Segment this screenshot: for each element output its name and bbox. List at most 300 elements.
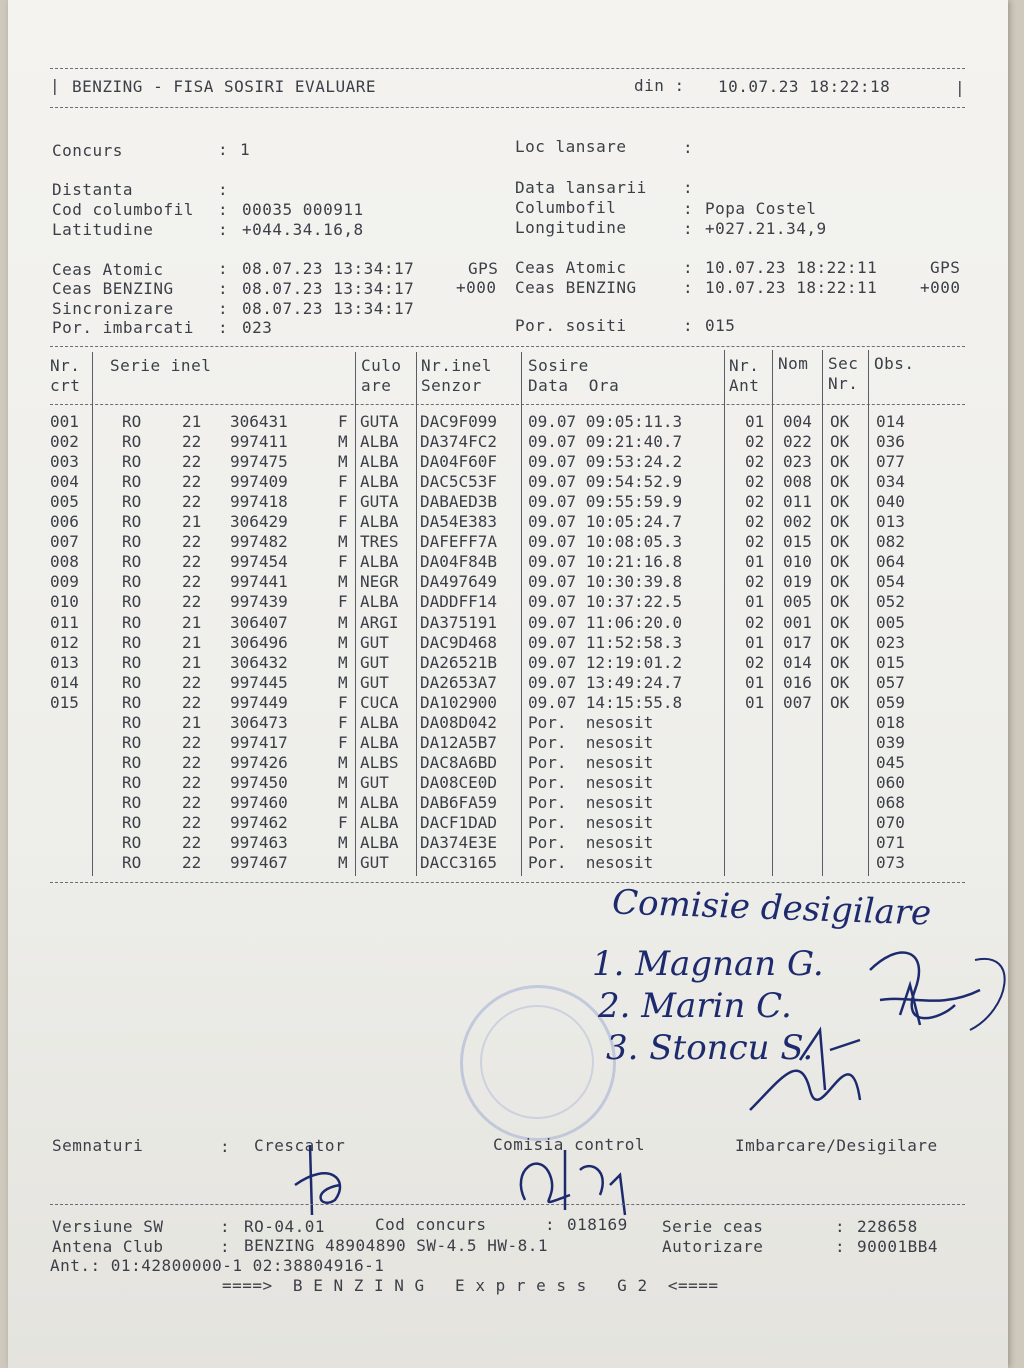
ring-number: 997439 <box>230 592 288 612</box>
sensor-ring: DA2653A7 <box>420 672 498 692</box>
arrival-time: 09.07 10:30:39.8 <box>528 572 683 592</box>
antenna: 01 <box>745 672 765 692</box>
country-code: RO <box>122 572 142 592</box>
ring-number: 306473 <box>230 712 288 732</box>
arrival-time: 09.07 09:53:24.2 <box>528 452 683 472</box>
semnaturi-colon: : <box>220 1137 231 1156</box>
nomination: 010 <box>783 552 812 572</box>
distanta-label: Distanta <box>52 180 134 199</box>
longitudine-value: +027.21.34,9 <box>705 219 827 238</box>
col-divider <box>724 350 725 876</box>
ring-year: 21 <box>182 632 202 652</box>
header-right-bar: | <box>955 78 966 97</box>
header-left-bar: | <box>50 76 61 95</box>
country-code: RO <box>122 612 142 632</box>
arrival-time: Por. nesosit <box>528 712 654 732</box>
color: ARGI <box>360 612 399 632</box>
col-ant-header: Nr. <box>729 356 760 375</box>
color: CUCA <box>360 692 399 712</box>
col-senzor-header-2: Senzor <box>421 376 482 395</box>
ring-year: 21 <box>182 652 202 672</box>
color: ALBA <box>360 552 399 572</box>
data-lansarii-label: Data lansarii <box>515 178 647 197</box>
ring-number: 997445 <box>230 672 288 692</box>
color: GUT <box>360 632 389 652</box>
sensor-ring: DACF1DAD <box>420 813 498 832</box>
ring-number: 997411 <box>230 432 288 452</box>
sex: M <box>338 432 348 452</box>
nomination: 002 <box>783 512 812 532</box>
row-number: 001 <box>50 412 79 431</box>
observation: 045 <box>876 752 905 772</box>
security: OK <box>830 592 850 612</box>
sensor-ring: DA12A5B7 <box>420 732 498 752</box>
country-code: RO <box>122 672 142 692</box>
sensor-ring: DAC9F099 <box>420 412 498 431</box>
ceas-atomic-start-value: 08.07.23 13:34:17 <box>242 259 415 278</box>
col-sec-header-2: Nr. <box>828 374 859 393</box>
security: OK <box>830 492 850 512</box>
autorizare-colon: : <box>835 1237 846 1256</box>
col-culoare-header: Culo <box>361 356 402 375</box>
arrival-time: Por. nesosit <box>528 752 654 772</box>
security: OK <box>830 692 850 712</box>
crescator-label: Crescator <box>254 1136 346 1155</box>
sensor-ring: DA102900 <box>420 692 498 712</box>
col-sosire-header-2: Data Ora <box>528 376 620 395</box>
security: OK <box>830 512 850 532</box>
arrival-time: Por. nesosit <box>528 813 654 832</box>
sex: M <box>338 772 348 792</box>
sincronizare-value: 08.07.23 13:34:17 <box>242 299 415 318</box>
handwritten-member-3: 3. Stoncu S. <box>606 1028 814 1068</box>
longitudine-label: Longitudine <box>515 218 627 237</box>
col-nr-header: Nr. <box>50 356 81 375</box>
sex: F <box>338 512 348 532</box>
col-divider <box>355 352 356 876</box>
color: ALBA <box>360 712 399 732</box>
nomination: 005 <box>783 592 812 612</box>
ring-number: 306496 <box>230 632 288 652</box>
ring-number: 306429 <box>230 512 288 532</box>
report-datetime: 10.07.23 18:22:18 <box>718 77 891 96</box>
observation: 082 <box>876 532 905 552</box>
color: ALBA <box>360 732 399 752</box>
ring-number: 997460 <box>230 792 288 812</box>
cod-columbofil-colon: : <box>218 200 229 219</box>
row-number: 008 <box>50 552 79 572</box>
observation: 054 <box>876 572 905 592</box>
nomination: 008 <box>783 472 812 492</box>
ring-year: 22 <box>182 552 202 572</box>
arrival-time: 09.07 14:15:55.8 <box>528 692 683 712</box>
header-din-label: din : <box>634 76 685 95</box>
ceas-atomic-end-label: Ceas Atomic <box>515 258 627 277</box>
ceas-atomic-start-label: Ceas Atomic <box>52 260 164 279</box>
autorizare-value: 90001BB4 <box>857 1237 939 1256</box>
sex: F <box>338 472 348 492</box>
comisia-control-label: Comisia control <box>493 1135 645 1154</box>
latitudine-colon: : <box>218 220 229 239</box>
antena-club-colon: : <box>220 1237 231 1256</box>
antenna: 02 <box>745 432 765 452</box>
ceas-benzing-end-colon: : <box>683 278 694 297</box>
ring-year: 22 <box>182 772 202 792</box>
observation: 073 <box>876 853 905 873</box>
sensor-ring: DA08D042 <box>420 712 498 732</box>
distanta-colon: : <box>218 180 229 199</box>
country-code: RO <box>122 792 142 812</box>
ring-year: 22 <box>182 752 202 772</box>
antenna: 02 <box>745 572 765 592</box>
country-code: RO <box>122 472 142 492</box>
sex: M <box>338 572 348 592</box>
arrival-time: Por. nesosit <box>528 833 654 853</box>
observation: 060 <box>876 772 905 792</box>
columbofil-value: Popa Costel <box>705 199 817 218</box>
observation: 057 <box>876 672 905 692</box>
row-number: 003 <box>50 452 79 472</box>
antenna: 02 <box>745 512 765 532</box>
ring-number: 997426 <box>230 752 288 772</box>
ceas-atomic-start-colon: : <box>218 259 229 278</box>
ring-number: 306431 <box>230 412 288 431</box>
ring-year: 22 <box>182 432 202 452</box>
concurs-label: Concurs <box>52 141 123 160</box>
ring-number: 997409 <box>230 472 288 492</box>
ring-year: 21 <box>182 412 202 431</box>
ring-number: 997441 <box>230 572 288 592</box>
col-obs-header: Obs. <box>874 354 915 373</box>
row-number: 005 <box>50 492 79 512</box>
col-senzor-header: Nr.inel <box>421 356 492 375</box>
observation: 040 <box>876 492 905 512</box>
observation: 052 <box>876 592 905 612</box>
security: OK <box>830 552 850 572</box>
col-sosire-header: Sosire <box>528 356 589 375</box>
antenna: 02 <box>745 612 765 632</box>
ring-number: 997449 <box>230 692 288 712</box>
longitudine-colon: : <box>683 219 694 238</box>
sensor-ring: DAC9D468 <box>420 632 498 652</box>
antenna: 01 <box>745 412 765 431</box>
observation: 068 <box>876 792 905 812</box>
nomination: 023 <box>783 452 812 472</box>
ceas-atomic-end-value: 10.07.23 18:22:11 <box>705 258 878 277</box>
sensor-ring: DA04F60F <box>420 452 498 472</box>
antenna: 02 <box>745 492 765 512</box>
col-divider <box>772 350 773 876</box>
color: ALBA <box>360 833 399 853</box>
cod-concurs-value: 018169 <box>567 1215 628 1234</box>
ring-year: 22 <box>182 592 202 612</box>
ring-year: 22 <box>182 532 202 552</box>
color: GUT <box>360 853 389 873</box>
security: OK <box>830 612 850 632</box>
row-number: 014 <box>50 672 79 692</box>
sincronizare-label: Sincronizare <box>52 299 174 318</box>
header-bottom-rule <box>50 107 965 108</box>
sex: F <box>338 492 348 512</box>
antenna: 02 <box>745 452 765 472</box>
security: OK <box>830 472 850 492</box>
country-code: RO <box>122 552 142 572</box>
row-number: 012 <box>50 632 79 652</box>
col-divider <box>521 352 522 876</box>
ring-year: 22 <box>182 672 202 692</box>
nomination: 004 <box>783 412 812 431</box>
ceas-benzing-end-value: 10.07.23 18:22:11 <box>705 278 878 297</box>
security: OK <box>830 572 850 592</box>
ring-year: 22 <box>182 572 202 592</box>
ring-year: 22 <box>182 792 202 812</box>
sensor-ring: DA374FC2 <box>420 432 498 452</box>
columbofil-label: Columbofil <box>515 198 617 217</box>
country-code: RO <box>122 592 142 612</box>
country-code: RO <box>122 452 142 472</box>
nomination: 019 <box>783 572 812 592</box>
sensor-ring: DACC3165 <box>420 853 498 873</box>
sex: M <box>338 792 348 812</box>
country-code: RO <box>122 652 142 672</box>
sex: F <box>338 732 348 752</box>
sex: M <box>338 752 348 772</box>
antenna-ids: Ant.: 01:42800000-1 02:38804916-1 <box>50 1256 385 1275</box>
arrival-time: 09.07 10:37:22.5 <box>528 592 683 612</box>
country-code: RO <box>122 692 142 712</box>
col-ant-header-2: Ant <box>729 376 760 395</box>
por-imbarcati-colon: : <box>218 318 229 337</box>
loc-lansare-colon: : <box>683 138 694 157</box>
country-code: RO <box>122 853 142 873</box>
color: ALBA <box>360 512 399 532</box>
sensor-ring: DADDFF14 <box>420 592 498 612</box>
sex: M <box>338 672 348 692</box>
arrival-time: Por. nesosit <box>528 772 654 792</box>
sensor-ring: DA04F84B <box>420 552 498 572</box>
antenna: 02 <box>745 532 765 552</box>
arrival-time: 09.07 09:05:11.3 <box>528 412 683 431</box>
ring-year: 22 <box>182 853 202 873</box>
country-code: RO <box>122 772 142 792</box>
arrival-time: 09.07 11:52:58.3 <box>528 632 683 652</box>
ring-number: 997463 <box>230 833 288 853</box>
arrival-time: 09.07 09:21:40.7 <box>528 432 683 452</box>
color: GUT <box>360 772 389 792</box>
antenna: 02 <box>745 472 765 492</box>
nomination: 014 <box>783 652 812 672</box>
col-sec-header: Sec <box>828 354 859 373</box>
comisia-signature <box>510 1140 650 1220</box>
color: ALBA <box>360 592 399 612</box>
arrival-time: Por. nesosit <box>528 792 654 812</box>
sensor-ring: DAC8A6BD <box>420 752 498 772</box>
ceas-atomic-end-extra: GPS <box>930 258 961 277</box>
country-code: RO <box>122 813 142 832</box>
sensor-ring: DAB6FA59 <box>420 792 498 812</box>
col-serie-header: Serie inel <box>110 356 212 375</box>
observation: 059 <box>876 692 905 712</box>
por-imbarcati-value: 023 <box>242 318 273 337</box>
ceas-atomic-start-extra: GPS <box>468 259 499 278</box>
ceas-benzing-start-label: Ceas BENZING <box>52 279 174 298</box>
col-divider <box>822 350 823 876</box>
row-number: 004 <box>50 472 79 492</box>
sex: M <box>338 452 348 472</box>
nomination: 016 <box>783 672 812 692</box>
cod-concurs-colon: : <box>545 1215 556 1234</box>
ring-year: 22 <box>182 833 202 853</box>
col-nr-header-2: crt <box>50 376 81 395</box>
security: OK <box>830 412 850 431</box>
cod-columbofil-label: Cod columbofil <box>52 200 194 219</box>
sensor-ring: DA26521B <box>420 652 498 672</box>
observation: 077 <box>876 452 905 472</box>
data-lansarii-colon: : <box>683 178 694 197</box>
row-number: 011 <box>50 612 79 632</box>
sensor-ring: DA375191 <box>420 612 498 632</box>
versiune-sw-value: RO-04.01 <box>244 1217 326 1236</box>
latitudine-value: +044.34.16,8 <box>242 220 364 239</box>
sex: F <box>338 552 348 572</box>
handwritten-member-1: 1. Magnan G. <box>592 944 824 984</box>
ring-number: 997418 <box>230 492 288 512</box>
security: OK <box>830 632 850 652</box>
ceas-atomic-end-colon: : <box>683 258 694 277</box>
ring-number: 997417 <box>230 732 288 752</box>
observation: 034 <box>876 472 905 492</box>
row-number: 013 <box>50 652 79 672</box>
report-title: BENZING - FISA SOSIRI EVALUARE <box>72 77 376 96</box>
country-code: RO <box>122 732 142 752</box>
row-number: 006 <box>50 512 79 532</box>
versiune-sw-colon: : <box>220 1217 231 1236</box>
country-code: RO <box>122 833 142 853</box>
ring-year: 22 <box>182 452 202 472</box>
security: OK <box>830 672 850 692</box>
ring-year: 22 <box>182 732 202 752</box>
ring-year: 21 <box>182 612 202 632</box>
color: ALBA <box>360 813 399 832</box>
observation: 013 <box>876 512 905 532</box>
serie-ceas-label: Serie ceas <box>662 1217 764 1236</box>
sex: M <box>338 632 348 652</box>
color: GUT <box>360 652 389 672</box>
country-code: RO <box>122 432 142 452</box>
sex: M <box>338 532 348 552</box>
country-code: RO <box>122 632 142 652</box>
observation: 036 <box>876 432 905 452</box>
observation: 071 <box>876 833 905 853</box>
arrival-time: 09.07 13:49:24.7 <box>528 672 683 692</box>
arrival-time: Por. nesosit <box>528 853 654 873</box>
club-stamp-inner <box>480 1005 594 1119</box>
ring-year: 21 <box>182 712 202 732</box>
color: GUTA <box>360 492 399 512</box>
country-code: RO <box>122 532 142 552</box>
color: ALBA <box>360 472 399 492</box>
antena-club-value: BENZING 48904890 SW-4.5 HW-8.1 <box>244 1236 548 1255</box>
ceas-benzing-end-extra: +000 <box>920 278 961 297</box>
country-code: RO <box>122 752 142 772</box>
ring-number: 997450 <box>230 772 288 792</box>
sensor-ring: DA54E383 <box>420 512 498 532</box>
ring-number: 997454 <box>230 552 288 572</box>
ceas-benzing-end-label: Ceas BENZING <box>515 278 637 297</box>
ring-year: 22 <box>182 492 202 512</box>
arrival-time: Por. nesosit <box>528 732 654 752</box>
observation: 018 <box>876 712 905 732</box>
sensor-ring: DA374E3E <box>420 833 498 853</box>
sensor-ring: DAC5C53F <box>420 472 498 492</box>
antenna: 01 <box>745 592 765 612</box>
security: OK <box>830 452 850 472</box>
por-sositi-value: 015 <box>705 316 736 335</box>
latitudine-label: Latitudine <box>52 220 154 239</box>
por-imbarcati-label: Por. imbarcati <box>52 318 194 337</box>
footer-top-rule <box>50 1204 965 1205</box>
ceas-benzing-start-extra: +000 <box>456 278 497 297</box>
antenna: 01 <box>745 552 765 572</box>
imbarcare-desigilare-label: Imbarcare/Desigilare <box>735 1136 938 1155</box>
sensor-ring: DAFEFF7A <box>420 532 498 552</box>
sex: F <box>338 592 348 612</box>
table-bottom-rule <box>50 882 965 883</box>
country-code: RO <box>122 492 142 512</box>
serie-ceas-colon: : <box>835 1217 846 1236</box>
observation: 014 <box>876 412 905 431</box>
sex: F <box>338 412 348 431</box>
observation: 005 <box>876 612 905 632</box>
col-divider <box>416 352 417 876</box>
nomination: 015 <box>783 532 812 552</box>
ring-number: 997467 <box>230 853 288 873</box>
ring-year: 22 <box>182 692 202 712</box>
columbofil-colon: : <box>683 199 694 218</box>
table-header-rule <box>50 404 965 405</box>
benzing-express-banner: ====> B E N Z I N G E x p r e s s G 2 <==== <box>222 1276 719 1295</box>
observation: 064 <box>876 552 905 572</box>
row-number: 015 <box>50 692 79 712</box>
row-number: 010 <box>50 592 79 612</box>
por-sositi-colon: : <box>683 316 694 335</box>
arrival-time: 09.07 09:55:59.9 <box>528 492 683 512</box>
serie-ceas-value: 228658 <box>857 1217 918 1236</box>
ceas-benzing-start-colon: : <box>218 279 229 298</box>
observation: 015 <box>876 652 905 672</box>
ring-number: 997462 <box>230 813 288 832</box>
row-number: 009 <box>50 572 79 592</box>
color: ALBA <box>360 792 399 812</box>
color: GUT <box>360 672 389 692</box>
col-nom-header: Nom <box>778 354 809 373</box>
nomination: 017 <box>783 632 812 652</box>
por-sositi-label: Por. sositi <box>515 316 627 335</box>
handwritten-commission-title: Comisie desigilare <box>611 882 932 934</box>
col-divider <box>868 350 869 876</box>
nomination: 007 <box>783 692 812 712</box>
nomination: 022 <box>783 432 812 452</box>
color: ALBA <box>360 452 399 472</box>
col-divider <box>92 352 93 876</box>
antenna: 01 <box>745 632 765 652</box>
ring-year: 21 <box>182 512 202 532</box>
observation: 039 <box>876 732 905 752</box>
loc-lansare-label: Loc lansare <box>515 137 627 156</box>
arrival-time: 09.07 11:06:20.0 <box>528 612 683 632</box>
sex: F <box>338 692 348 712</box>
color: ALBS <box>360 752 399 772</box>
